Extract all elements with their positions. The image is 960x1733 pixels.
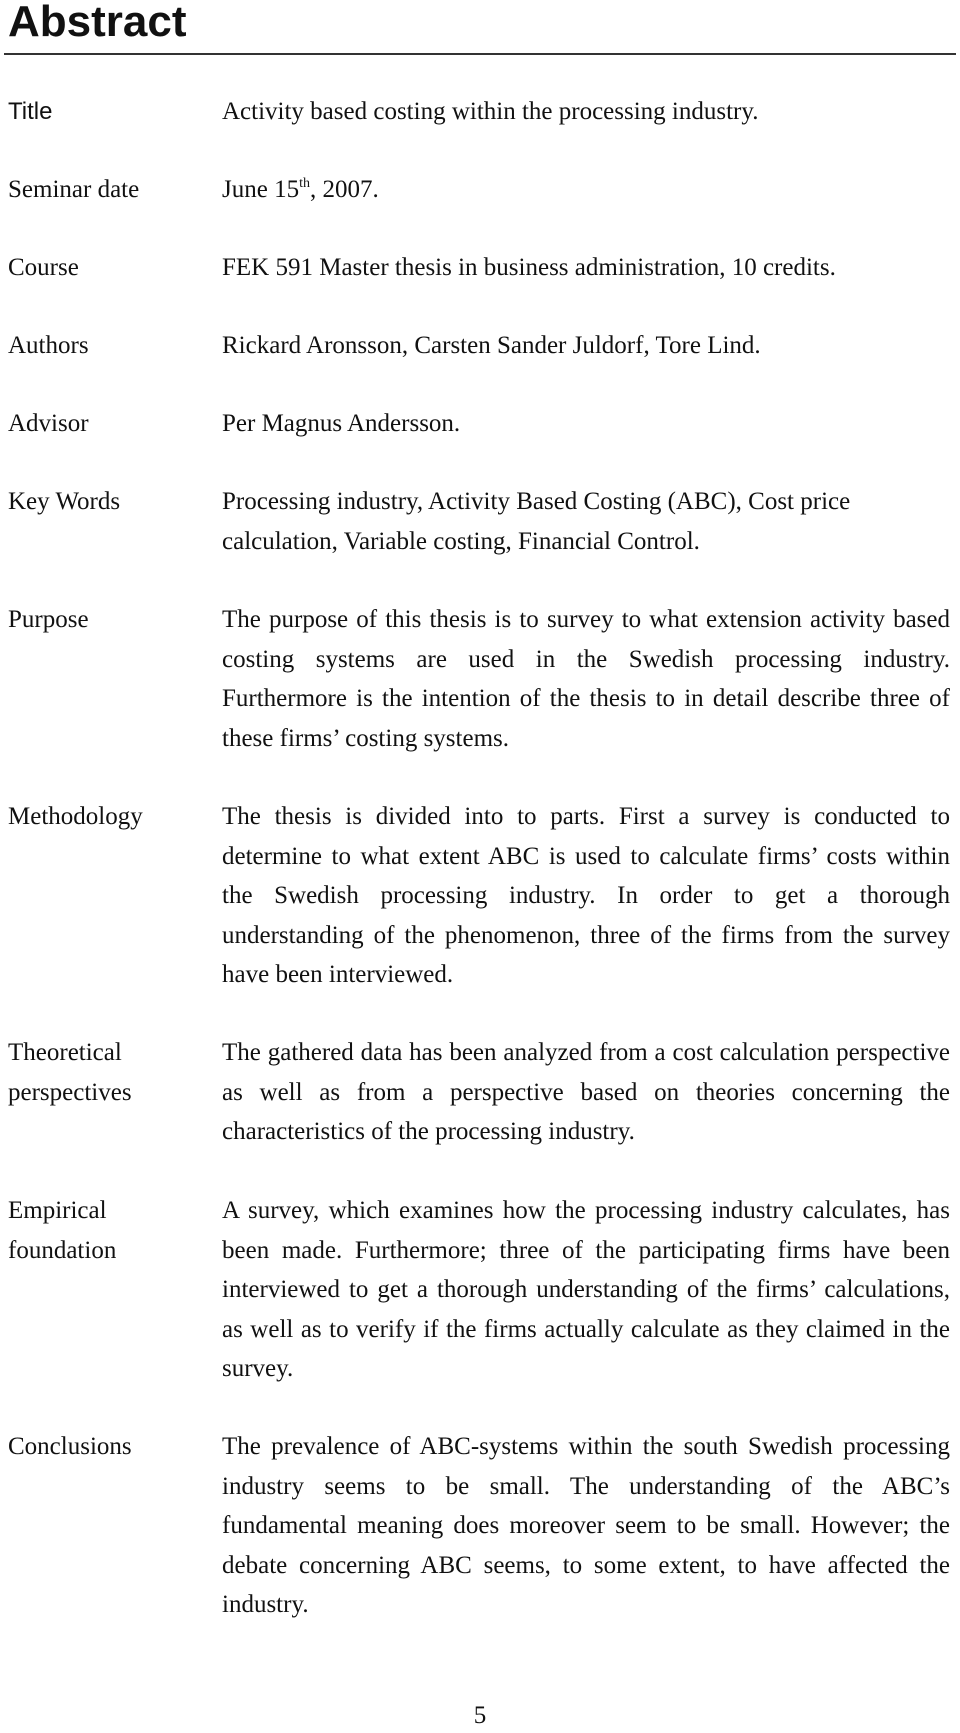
theoretical-perspectives-label-line2: perspectives: [8, 1078, 132, 1106]
empirical-foundation-label: [8, 1191, 208, 1270]
conclusions-label: Conclusions: [8, 1433, 132, 1460]
advisor-value: Per Magnus Andersson.: [222, 410, 461, 437]
title-value: Activity based costing within the processing industry.: [222, 98, 759, 125]
methodology-label: Methodology: [8, 803, 143, 830]
theoretical-perspectives-label: [8, 1033, 208, 1112]
course-value: FEK 591 Master thesis in business administration, 10 credits.: [222, 254, 836, 281]
empirical-foundation-value: A survey, which examines how the processing industry calculates, has been made. Furthermore; three of the participating firms have been interviewed to get a thorough understanding of the firms’ calculations, as well as to verify if the firms actually calculate as they claimed in the survey.: [222, 1197, 950, 1382]
seminar-date-value: [222, 170, 950, 210]
authors-value: Rickard Aronsson, Carsten Sander Juldorf, Tore Lind.: [222, 332, 761, 359]
theoretical-perspectives-label-line1: Theoretical: [8, 1039, 122, 1066]
heading-divider: [4, 53, 956, 55]
title-label: Title: [8, 98, 53, 125]
seminar-date-ordinal: th: [299, 176, 310, 191]
key-words-label: Key Words: [8, 488, 121, 515]
purpose-label: Purpose: [8, 606, 89, 633]
authors-label: Authors: [8, 332, 89, 359]
page-title: Abstract: [8, 0, 187, 46]
purpose-value: The purpose of this thesis is to survey to what extension activity based costing systems are used in the Swedish processing industry. Furthermore is the intention of the thesis to in detail describe three of these firms’ costing systems.: [222, 606, 950, 752]
key-words-value: Processing industry, Activity Based Costing (ABC), Cost price calculation, Variable costing, Financial Control.: [222, 488, 851, 555]
advisor-label: Advisor: [8, 410, 89, 437]
seminar-date-day: June 15: [222, 176, 300, 203]
empirical-foundation-label-line1: Empirical: [8, 1197, 107, 1224]
empirical-foundation-label-line2: foundation: [8, 1236, 117, 1264]
conclusions-value: The prevalence of ABC-systems within the south Swedish processing industry seems to be small. The understanding of the ABC’s fundamental meaning does moreover seem to be small. However; the debate concerning ABC seems, to some extent, to have affected the industry.: [222, 1433, 950, 1618]
seminar-date-year: , 2007.: [309, 176, 379, 203]
seminar-date-label: Seminar date: [8, 176, 140, 203]
course-label: Course: [8, 254, 79, 281]
page-number: 5: [473, 1702, 487, 1729]
methodology-value: The thesis is divided into to parts. First a survey is conducted to determine to what extent ABC is used to calculate firms’ costs within the Swedish processing industry. In order to get a thorough understanding of the phenomenon, three of the firms from the survey have been interviewed.: [222, 803, 950, 988]
theoretical-perspectives-value: The gathered data has been analyzed from a cost calculation perspective as well as from a perspective based on theories concerning the characteristics of the processing industry.: [222, 1039, 950, 1145]
